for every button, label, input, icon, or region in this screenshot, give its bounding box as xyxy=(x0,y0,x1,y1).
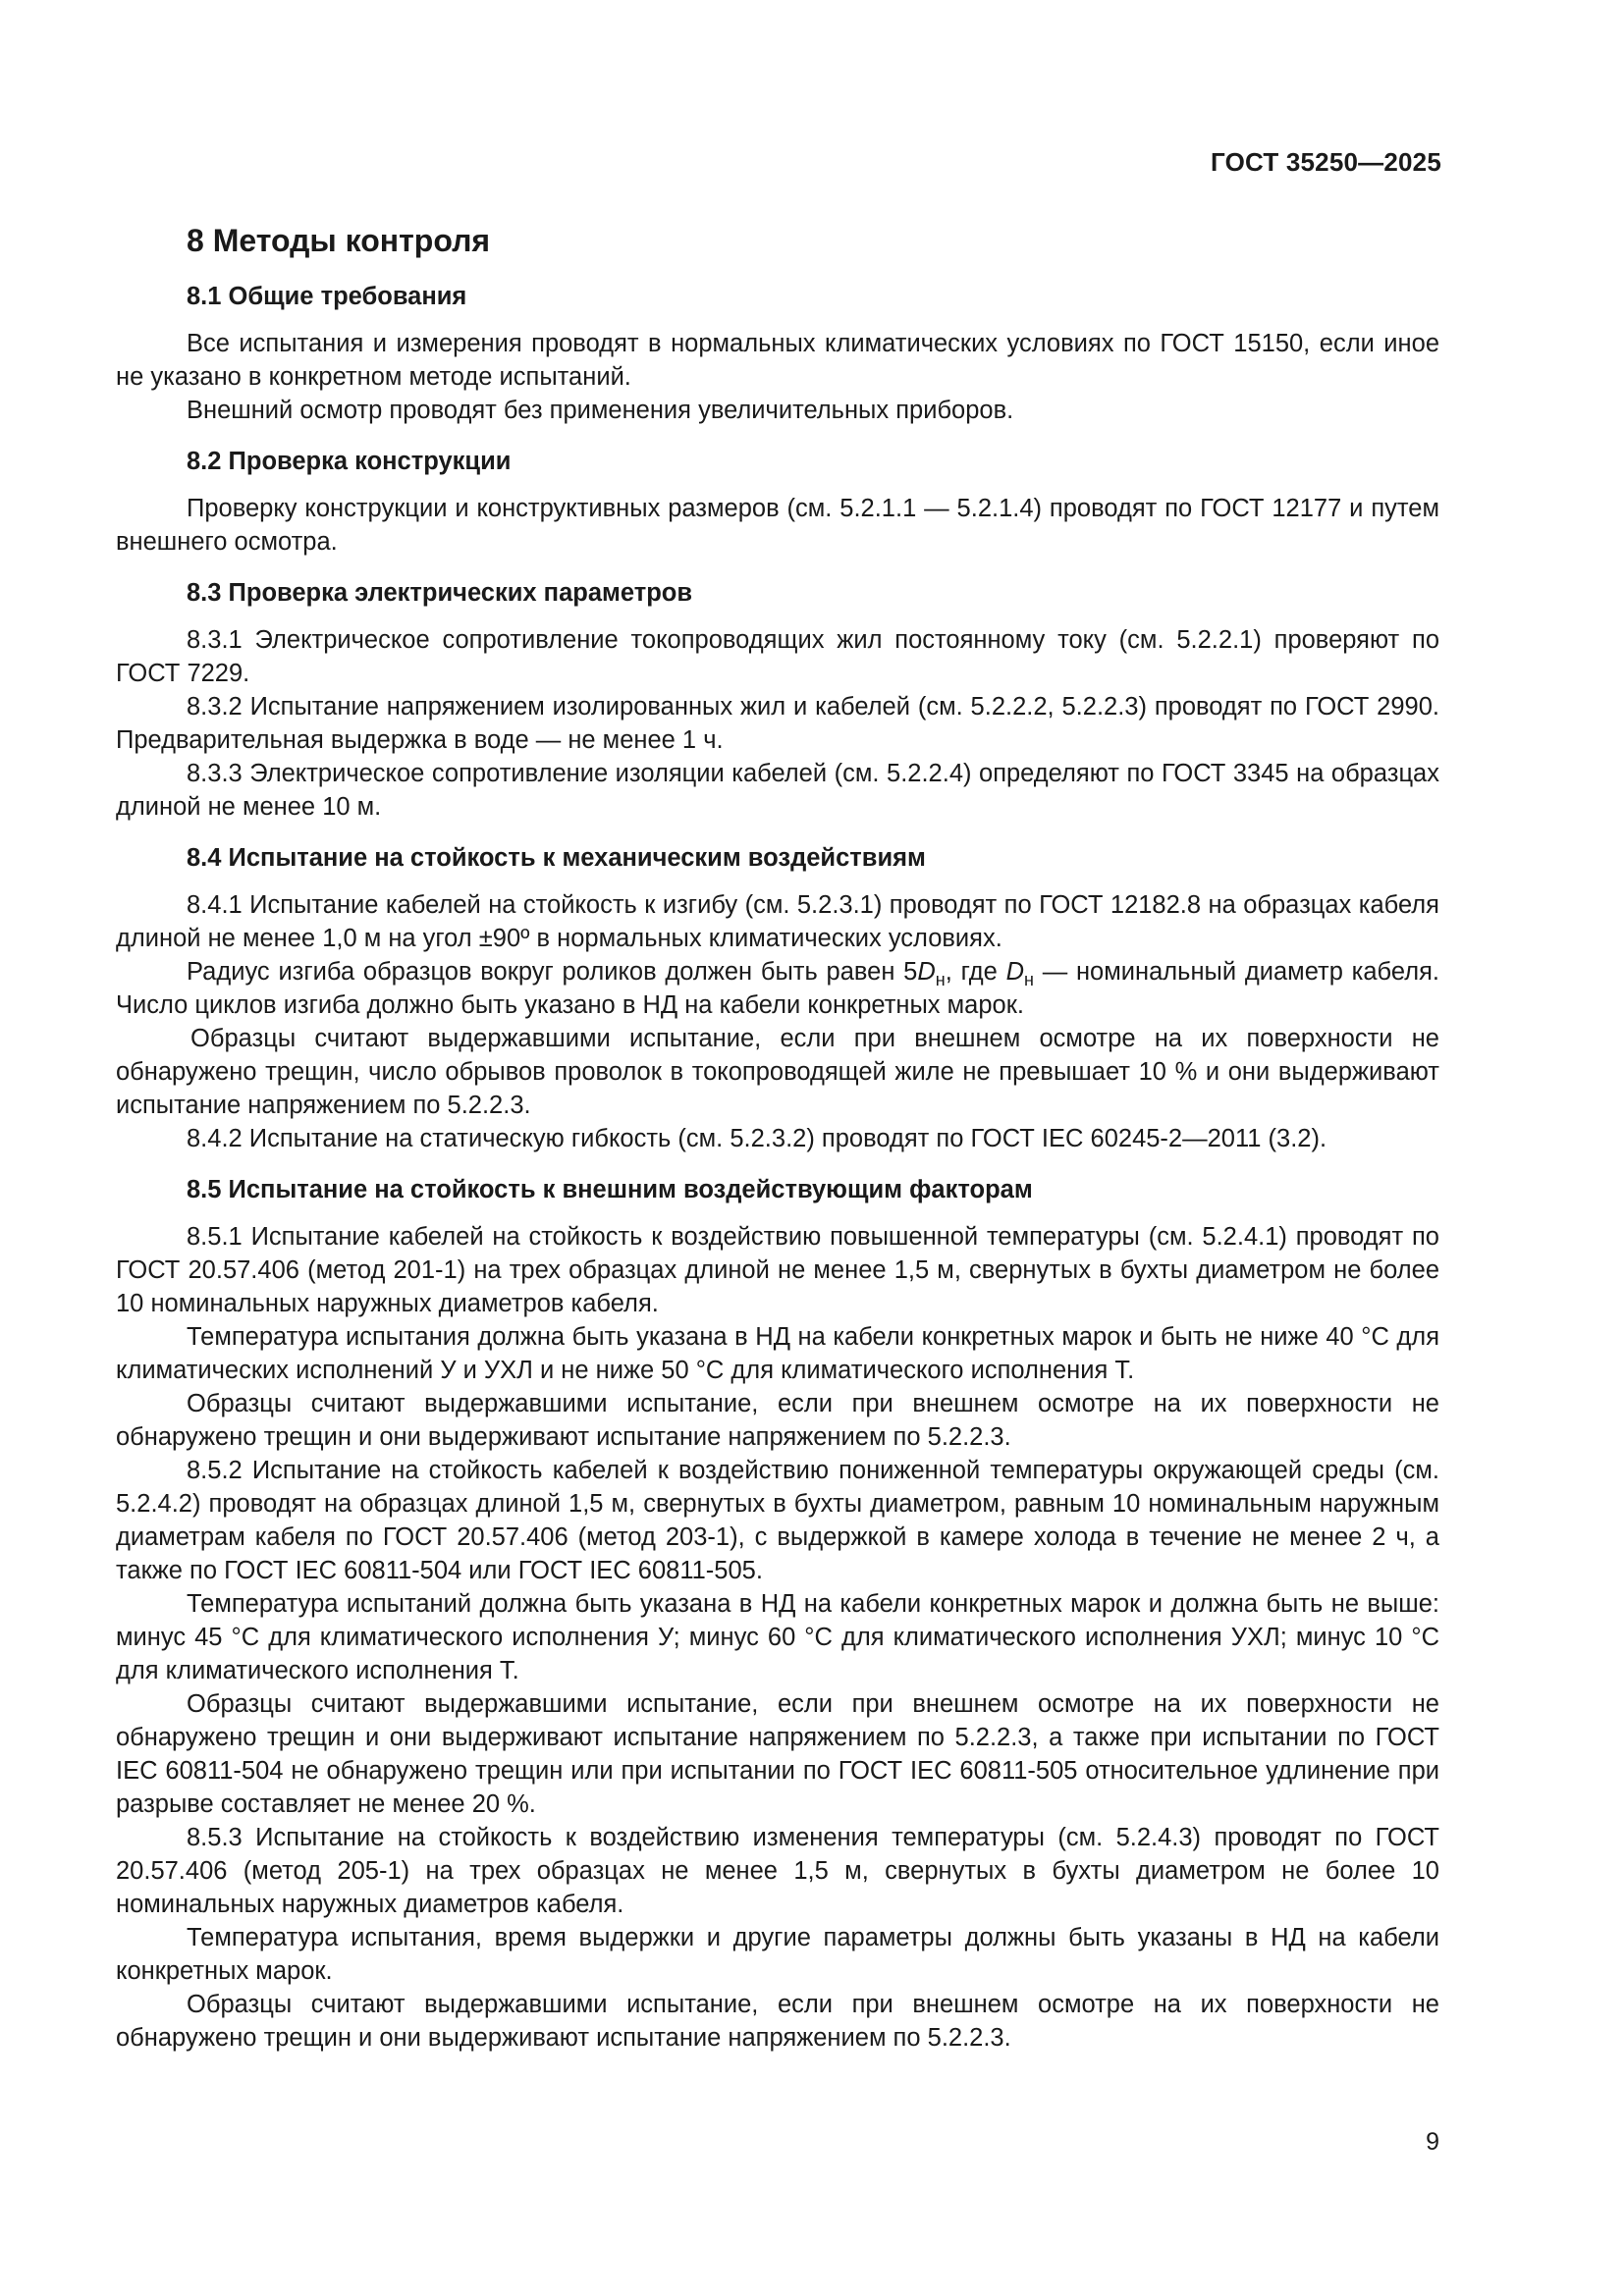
paragraph: Образцы считают выдержавшими испытание, если при внешнем осмотре на их поверхности не обнаружено трещин и они выдерживают испытание напряжением по 5.2.2.3, а также при испытании по ГОСТ IEC 60811-504 не обнаружено трещин или при испытании по ГОСТ IEC 60811-505 относительное удлинение при разрыве составляет не менее 20 %. xyxy=(116,1690,1439,1818)
diameter-symbol: D xyxy=(917,958,936,986)
diameter-symbol: D xyxy=(1005,958,1024,986)
paragraph: Все испытания и измерения проводят в нормальных климатических условиях по ГОСТ 15150, если иное не указано в конкретном методе испытаний. xyxy=(116,330,1439,391)
section-8-4-title: 8.4 Испытание на стойкость к механическим воздействиям xyxy=(187,844,926,872)
paragraph: 8.3.3 Электрическое сопротивление изоляции кабелей (см. 5.2.2.4) определяют по ГОСТ 3345 на образцах длиной не менее 10 м. xyxy=(116,760,1439,821)
paragraph: Образцы считают выдержавшими испытание, если при внешнем осмотре на их поверхности не обнаружено трещин и они выдерживают испытание напряжением по 5.2.2.3. xyxy=(116,1991,1439,2052)
paragraph: 8.5.1 Испытание кабелей на стойкость к воздействию повышенной температуры (см. 5.2.4.1) проводят по ГОСТ 20.57.406 (метод 201-1) на трех образцах длиной не менее 1,5 м, свернутых в бухты диаметром не более 10 номинальных наружных диаметров кабеля. xyxy=(116,1223,1439,1317)
paragraph: Температура испытаний должна быть указана в НД на кабели конкретных марок и должна быть не выше: минус 45 °С для климатического исполнения У; минус 60 °С для климатического исполнения УХЛ; минус 10 °С для климатического исполнения Т. xyxy=(116,1590,1439,1684)
paragraph: 8.3.2 Испытание напряжением изолированных жил и кабелей (см. 5.2.2.2, 5.2.2.3) проводят по ГОСТ 2990. Предварительная выдержка в воде — не менее 1 ч. xyxy=(116,693,1439,754)
paragraph: 8.4.1 Испытание кабелей на стойкость к изгибу (см. 5.2.3.1) проводят по ГОСТ 12182.8 на образцах кабеля длиной не менее 1,0 м на угол ±90º в нормальных климатических условиях. xyxy=(116,891,1439,952)
subscript: н xyxy=(1024,970,1034,990)
paragraph: Температура испытания, время выдержки и другие параметры должны быть указаны в НД на кабели конкретных марок. xyxy=(116,1924,1439,1985)
paragraph: 8.5.2 Испытание на стойкость кабелей к воздействию пониженной температуры окружающей среды (см. 5.2.4.2) проводят на образцах длиной 1,5 м, свернутых в бухты диаметром, равным 10 номинальным наружным диаметрам кабеля по ГОСТ 20.57.406 (метод 203-1), с выдержкой в камере холода в течение не менее 2 ч, а также по ГОСТ IEC 60811-504 или ГОСТ IEC 60811-505. xyxy=(116,1457,1439,1584)
paragraph: Проверку конструкции и конструктивных размеров (см. 5.2.1.1 — 5.2.1.4) проводят по ГОСТ 12177 и путем внешнего осмотра. xyxy=(116,495,1439,556)
paragraph: Внешний осмотр проводят без применения увеличительных приборов. xyxy=(187,397,1014,424)
paragraph: Образцы считают выдержавшими испытание, если при внешнем осмотре на их поверхности не обнаружено трещин, число обрывов проволок в токопроводящей жиле не превышает 10 % и они выдерживают испытание напряжением по 5.2.2.3. xyxy=(116,1025,1439,1119)
document-code: ГОСТ 35250—2025 xyxy=(1211,147,1441,177)
page-number: 9 xyxy=(1426,2128,1439,2156)
text-run: — номинальный диаметр кабеля. Число циклов изгиба должно быть указано в НД на кабели конкретных марок. xyxy=(116,958,1439,1019)
paragraph: Температура испытания должна быть указана в НД на кабели конкретных марок и быть не ниже 40 °С для климатических исполнений У и УХЛ и не ниже 50 °С для климатического исполнения Т. xyxy=(116,1323,1439,1384)
subscript: н xyxy=(935,970,946,990)
page-content xyxy=(116,221,1439,2055)
section-8-5-title: 8.5 Испытание на стойкость к внешним воздействующим факторам xyxy=(187,1176,1033,1203)
paragraph: 8.4.2 Испытание на статическую гибкость (см. 5.2.3.2) проводят по ГОСТ IEC 60245-2—2011 (3.2). xyxy=(187,1125,1327,1152)
text-run: , где xyxy=(945,958,1006,986)
text-run: Радиус изгиба образцов вокруг роликов должен быть равен 5 xyxy=(187,958,918,986)
section-8-3-title: 8.3 Проверка электрических параметров xyxy=(187,579,693,607)
paragraph: Образцы считают выдержавшими испытание, если при внешнем осмотре на их поверхности не обнаружено трещин и они выдерживают испытание напряжением по 5.2.2.3. xyxy=(116,1390,1439,1451)
paragraph: 8.5.3 Испытание на стойкость к воздействию изменения температуры (см. 5.2.4.3) проводят по ГОСТ 20.57.406 (метод 205-1) на трех образцах не менее 1,5 м, свернутых в бухты диаметром не более 10 номинальных наружных диаметров кабеля. xyxy=(116,1824,1439,1918)
section-8-1-title: 8.1 Общие требования xyxy=(187,283,467,310)
paragraph-bend-radius xyxy=(116,955,1439,1022)
paragraph: 8.3.1 Электрическое сопротивление токопроводящих жил постоянному току (см. 5.2.2.1) проверяют по ГОСТ 7229. xyxy=(116,626,1439,687)
chapter-title: 8 Методы контроля xyxy=(187,223,491,258)
section-8-2-title: 8.2 Проверка конструкции xyxy=(187,448,512,475)
